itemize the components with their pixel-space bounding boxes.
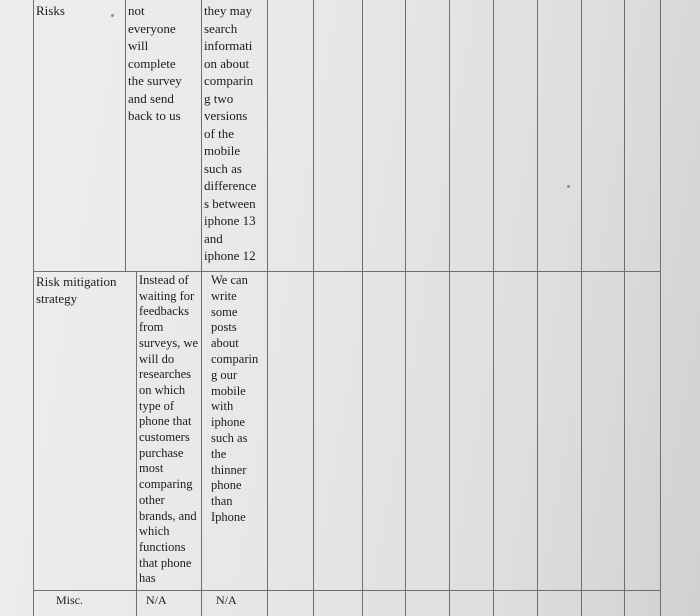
row-label-misc: Misc. [56,593,83,607]
column-divider [493,0,494,616]
column-divider [449,0,450,616]
mitigation-cell-2: We can write some posts about comparin g our mobile with iphone such as the thinner phone than Iphone [211,273,259,524]
column-divider [537,0,538,616]
column-divider [313,0,314,616]
row-label-risk-mitigation: Risk mitigation strategy [36,274,117,306]
table-border-left [33,0,34,616]
misc-cell-1: N/A [146,593,167,607]
risks-cell-2: they may search informati on about comparin g two versions of the mobile such as difference s between iphone 13 and iphone 12 [204,3,257,263]
column-divider [405,0,406,616]
column-divider [267,0,268,616]
row-label-risks: Risks [36,3,65,18]
row-divider [33,271,660,272]
risks-cell-1: not everyone will complete the survey and send back to us [128,3,182,123]
column-divider [624,0,625,616]
column-divider [581,0,582,616]
mitigation-cell-1: Instead of waiting for feedbacks from surveys, we will do researches on which type of phone that customers purchase most comparing other brands, and which functions that phone has [139,273,199,586]
column-divider [125,0,126,272]
paper-speck [111,14,114,17]
paper-speck [567,185,570,188]
column-divider [362,0,363,616]
column-divider [660,0,661,616]
misc-cell-2: N/A [216,593,237,607]
column-divider [201,0,202,616]
column-divider [136,272,137,616]
row-divider [33,590,660,591]
